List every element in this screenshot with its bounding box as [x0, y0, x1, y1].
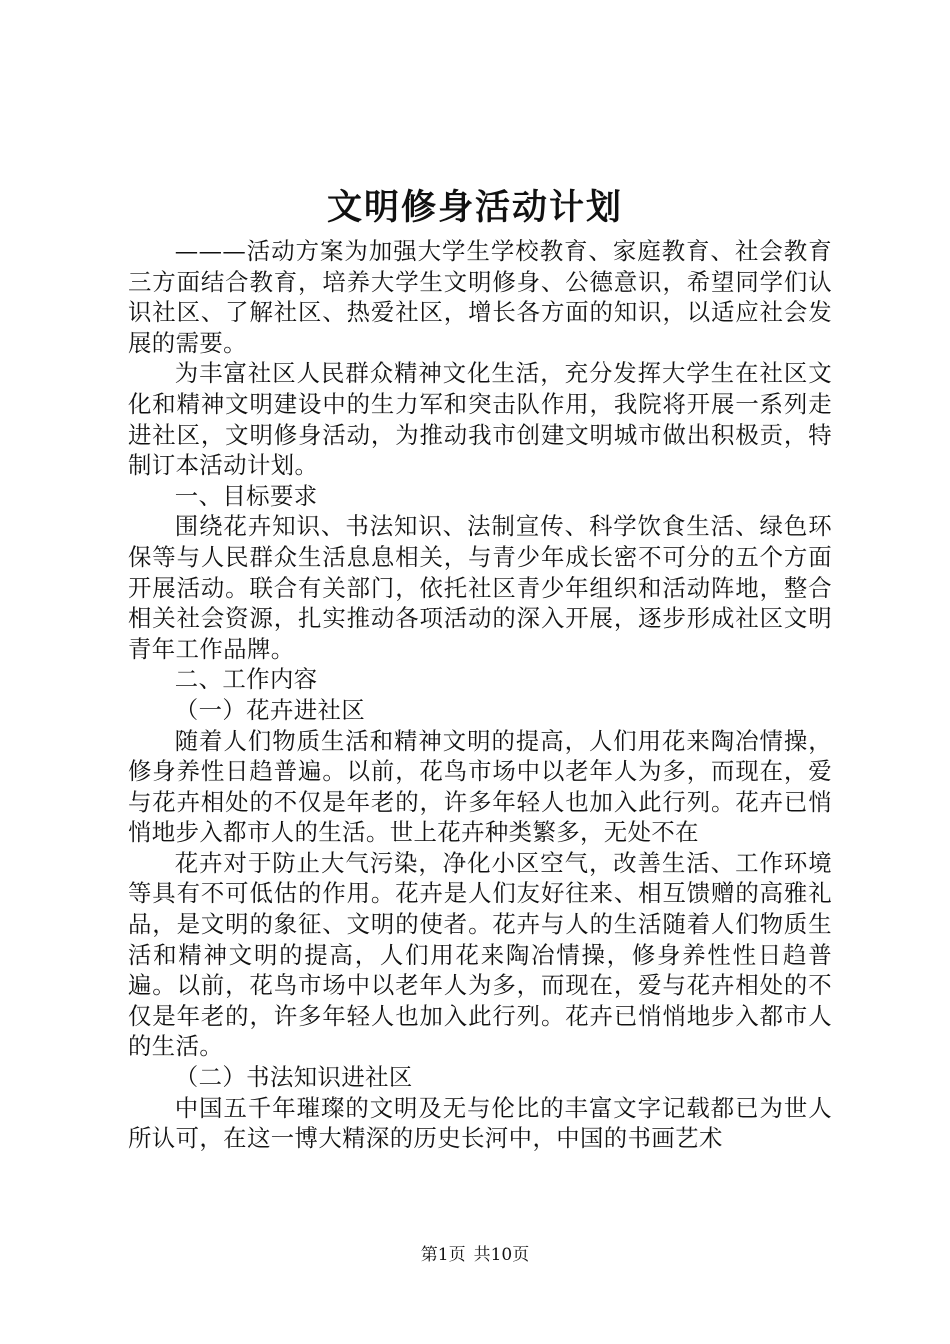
document-title: 文明修身活动计划 — [326, 187, 623, 228]
document-body — [128, 236, 832, 1154]
intro-paragraph: ———活动方案为加强大学生学校教育、家庭教育、社会教育三方面结合教育，培养大学生文明修身、公德意识，希望同学们认识社区、了解社区、热爱社区，增长各方面的知识，以适应社会发展的需要。 — [128, 237, 832, 357]
subsection-heading-flowers: （一）花卉进社区 — [174, 695, 366, 724]
flowers-paragraph-2: 花卉对于防止大气污染，净化小区空气，改善生活、工作环境等具有不可低估的作用。花卉是人们友好往来、相互馈赠的高雅礼品，是文明的象征、文明的使者。花卉与人的生活随着人们物质生活和精神文明的提高，人们用花来陶冶情操，修身养性性日趋普遍。以前，花鸟市场中以老年人为多，而现在，爱与花卉相处的不仅是年老的，许多年轻人也加入此行列。花卉已悄悄地步入都市人的生活。 — [128, 848, 832, 1061]
page-footer — [0, 1244, 950, 1266]
section-heading-content: 二、工作内容 — [174, 665, 318, 694]
flowers-paragraph-1: 随着人们物质生活和精神文明的提高，人们用花来陶冶情操，修身养性日趋普遍。以前，花鸟市场中以老年人为多，而现在，爱与花卉相处的不仅是年老的，许多年轻人也加入此行列。花卉已悄悄地步入都市人的生活。世上花卉种类繁多，无处不在 — [128, 726, 832, 847]
page-total: 共10页 — [473, 1245, 530, 1265]
section-heading-goals: 一、目标要求 — [174, 481, 318, 510]
subsection-heading-calligraphy: （二）书法知识进社区 — [174, 1063, 413, 1092]
page-number: 第1页 — [420, 1245, 466, 1265]
calligraphy-paragraph: 中国五千年璀璨的文明及无与伦比的丰富文字记载都已为世人所认可，在这一博大精深的历史长河中，中国的书画艺术 — [128, 1093, 832, 1153]
goals-paragraph: 围绕花卉知识、书法知识、法制宣传、科学饮食生活、绿色环保等与人民群众生活息息相关，与青少年成长密不可分的五个方面开展活动。联合有关部门，依托社区青少年组织和活动阵地，整合相关社会资源，扎实推动各项活动的深入开展，逐步形成社区文明青年工作品牌。 — [128, 512, 832, 663]
purpose-paragraph: 为丰富社区人民群众精神文化生活，充分发挥大学生在社区文化和精神文明建设中的生力军和突击队作用，我院将开展一系列走进社区，文明修身活动，为推动我市创建文明城市做出积极贡，特制订本活动计划。 — [128, 359, 832, 480]
